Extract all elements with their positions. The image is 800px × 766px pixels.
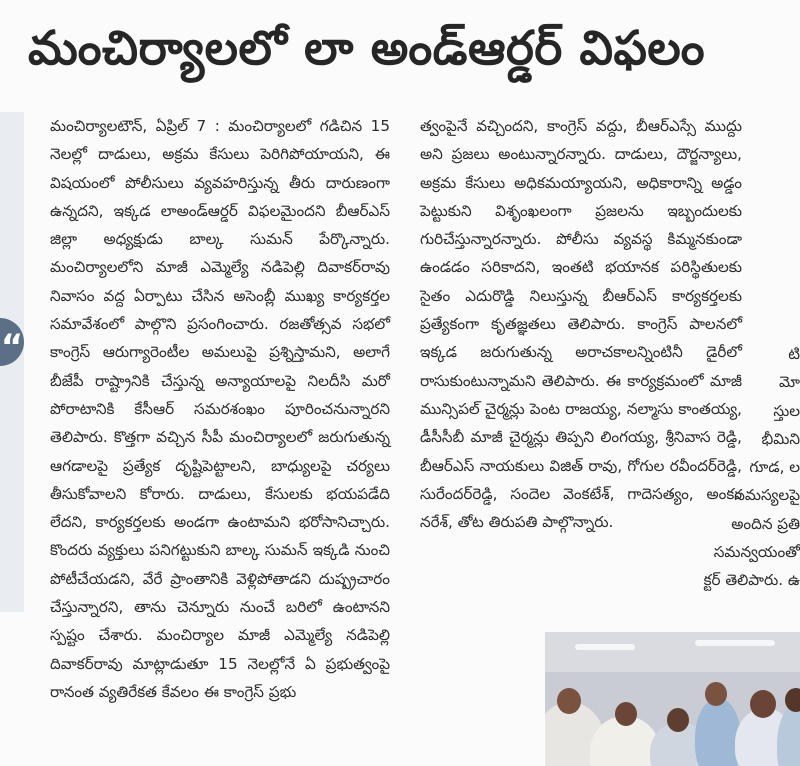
person-head [750, 690, 776, 718]
headline: మంచిర్యాలలో లా అండ్‌ఆర్డర్ విఫలం [28, 21, 706, 76]
person-head [667, 708, 689, 732]
person-head [705, 682, 727, 706]
quote-icon: “ [0, 318, 24, 366]
fragment-line: మో [779, 373, 800, 392]
person-head [785, 688, 800, 712]
article-column-1 [50, 112, 390, 706]
ceiling-light [575, 644, 635, 650]
fragment-line: గూడ, ల [749, 458, 800, 477]
person [695, 698, 741, 766]
fragment-line: టి [788, 345, 800, 363]
adjacent-article-fragment [690, 340, 800, 640]
meeting-photo [545, 632, 800, 766]
fragment-line: సమస్యలపై [734, 486, 800, 505]
ceiling-light [695, 640, 775, 646]
fragment-line: భీమిని [761, 429, 800, 448]
article-paragraph: మంచిర్యాలటౌన్, ఏప్రిల్ 7 : మంచిర్యాలలో గడిచిన 15 నెలల్లో దాడులు, అక్రమ కేసులు పెరిగిపోయాయని, ఈ విషయంలో పోలీసులు వ్యవహరిస్తున్న తీరు దారుణంగా ఉన్నదని, ఇక్కడ లాఅండ్ఆర్డర్ విఫలమైందని బీఆర్ఎస్ జిల్లా అధ్యక్షుడు బాల్క సుమన్ పేర్కొన్నారు. మంచిర్యాలలోని మాజీ ఎమ్మెల్యే నడిపెల్లి దివాకర్‌రావు నివాసం వద్ద ఏర్పాటు చేసిన అసెంబ్లీ ముఖ్య కార్యకర్తల సమావేశంలో పాల్గొని ప్రసంగించారు. రజతోత్సవ సభలో కాంగ్రెస్ ఆరుగ్యారెంటీల అమలుపై ప్రశ్నిస్తామని, అలాగే బీజేపీ రాష్ట్రానికి చేస్తున్న అన్యాయాలపై నిలదీసి మరో పోరాటానికి కేసీఆర్ సమరశంఖం పూరించనున్నారని తెలిపారు. కొత్తగా వచ్చిన సీపీ మంచిర్యాలలో జరుగుతున్న ఆగడాలపై ప్రత్యేక దృష్టిపెట్టాలని, బాధ్యులపై చర్యలు తీసుకోవాలని కోరారు. దాడులు, కేసులకు భయపడేది లేదని, కార్యకర్తలకు అండగా ఉంటామని భరోసానిచ్చారు. కొందరు వ్యక్తులు పనిగట్టుకుని బాల్క సుమన్ ఇక్కడి నుంచి పోటీచేయడని, వేరే ప్రాంతానికి వెళ్లిపోతాడని దుష్ప్రచారం చేస్తున్నారని, తాను చెన్నూరు నుంచే బరిలో ఉంటానని స్పష్టం చేశారు. మంచిర్యాల మాజీ ఎమ్మెల్యే నడిపెల్లి దివాకర్‌రావు మాట్లాడుతూ 15 నెలల్లోనే ఏ ప్రభుత్వంపై రానంత వ్యతిరేకత కేవలం ఈ కాంగ్రెస్ ప్రభు [50, 117, 390, 701]
fragment-line: క్టర్ తెలిపారు. ఉ [703, 571, 800, 590]
article-paragraph: త్వంపైనే వచ్చిందని, కాంగ్రెస్ వద్దు, బీఆర్ఎస్సే ముద్దు అని ప్రజలు అంటున్నారన్నారు. దాడులు, దౌర్జన్యాలు, అక్రమ కేసులు అధికమయ్యాయని, అధికారాన్ని అడ్డం పెట్టుకుని విశృంఖలంగా ప్రజలను ఇబ్బందులకు గురిచేస్తున్నారన్నారు. పోలీసు వ్యవస్థ కిమ్మనకుండా ఉండడం సరికాదని, ఇంతటి భయానక పరిస్థితులకు సైతం ఎదురొడ్డి నిలుస్తున్న బీఆర్ఎస్ కార్యకర్తలకు ప్రత్యేకంగా కృతజ్ఞతలు తెలిపారు. కాంగ్రెస్ పాలనలో ఇక్కడ జరుగుతున్న అరాచకాలన్నింటినీ డైరీలో రాసుకుంటున్నామని తెలిపారు. ఈ కార్యక్రమంలో మాజీ మున్సిపల్ చైర్మన్లు పెంట రాజయ్య, నల్మాసు కాంతయ్య, డీసీసీబీ మాజీ చైర్మన్లు తిప్పని లింగయ్య, శ్రీనివాస రెడ్డి, బీఆర్ఎస్ నాయకులు విజిత్ రావు, గోగుల రవీందర్‌రెడ్డి, సురేందర్‌రెడ్డి, సందెల వెంకటేశ్, గాదెసత్యం, అంకం నరేశ్, తోట తిరుపతి పాల్గొన్నారు. [420, 117, 742, 532]
photo-ceiling [545, 632, 800, 672]
fragment-line: స్తుల [773, 401, 800, 420]
fragment-line: సమన్వయంతో [713, 543, 800, 562]
fragment-line: అందిన ప్రతి [731, 514, 800, 533]
person-head [615, 702, 637, 726]
person-head [557, 688, 581, 714]
